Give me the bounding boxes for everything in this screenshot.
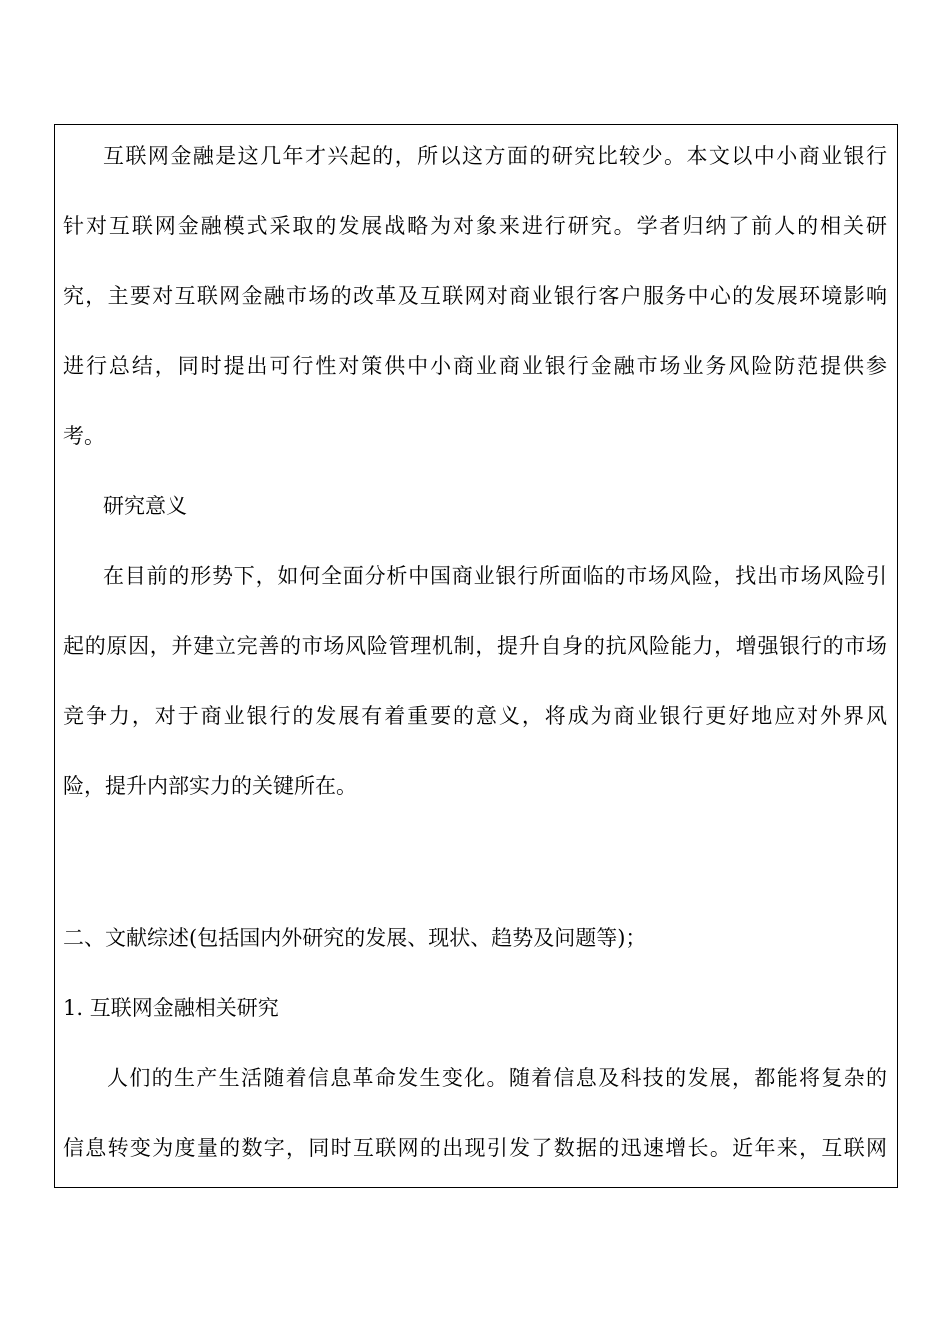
- paragraph-line: 互联网金融是这几年才兴起的，所以这方面的研究比较少。本文以中小商业银行: [103, 144, 887, 168]
- paragraph-line: 在目前的形势下，如何全面分析中国商业银行所面临的市场风险，找出市场风险引: [103, 564, 887, 588]
- section-heading: 二、文献综述(包括国内外研究的发展、现状、趋势及问题等)；: [63, 926, 647, 950]
- paragraph-line: 竞争力，对于商业银行的发展有着重要的意义，将成为商业银行更好地应对外界风: [63, 704, 887, 728]
- paragraph-line: 针对互联网金融模式采取的发展战略为对象来进行研究。学者归纳了前人的相关研: [63, 214, 887, 238]
- subsection-heading: 1. 互联网金融相关研究: [63, 996, 279, 1020]
- paragraph-line: 起的原因，并建立完善的市场风险管理机制，提升自身的抗风险能力，增强银行的市场: [63, 634, 887, 658]
- paragraph-line: 信息转变为度量的数字，同时互联网的出现引发了数据的迅速增长。近年来，互联网: [63, 1136, 887, 1160]
- paragraph-line: 险，提升内部实力的关键所在。: [63, 774, 357, 798]
- paragraph-line: 进行总结，同时提出可行性对策供中小商业商业银行金融市场业务风险防范提供参: [63, 354, 887, 378]
- paragraph-line: 人们的生产生活随着信息革命发生变化。随着信息及科技的发展，都能将复杂的: [107, 1066, 887, 1090]
- section-heading: 研究意义: [103, 494, 187, 518]
- document-frame: [54, 124, 898, 1188]
- paragraph-line: 究，主要对互联网金融市场的改革及互联网对商业银行客户服务中心的发展环境影响: [63, 284, 887, 308]
- paragraph-line: 考。: [63, 424, 105, 448]
